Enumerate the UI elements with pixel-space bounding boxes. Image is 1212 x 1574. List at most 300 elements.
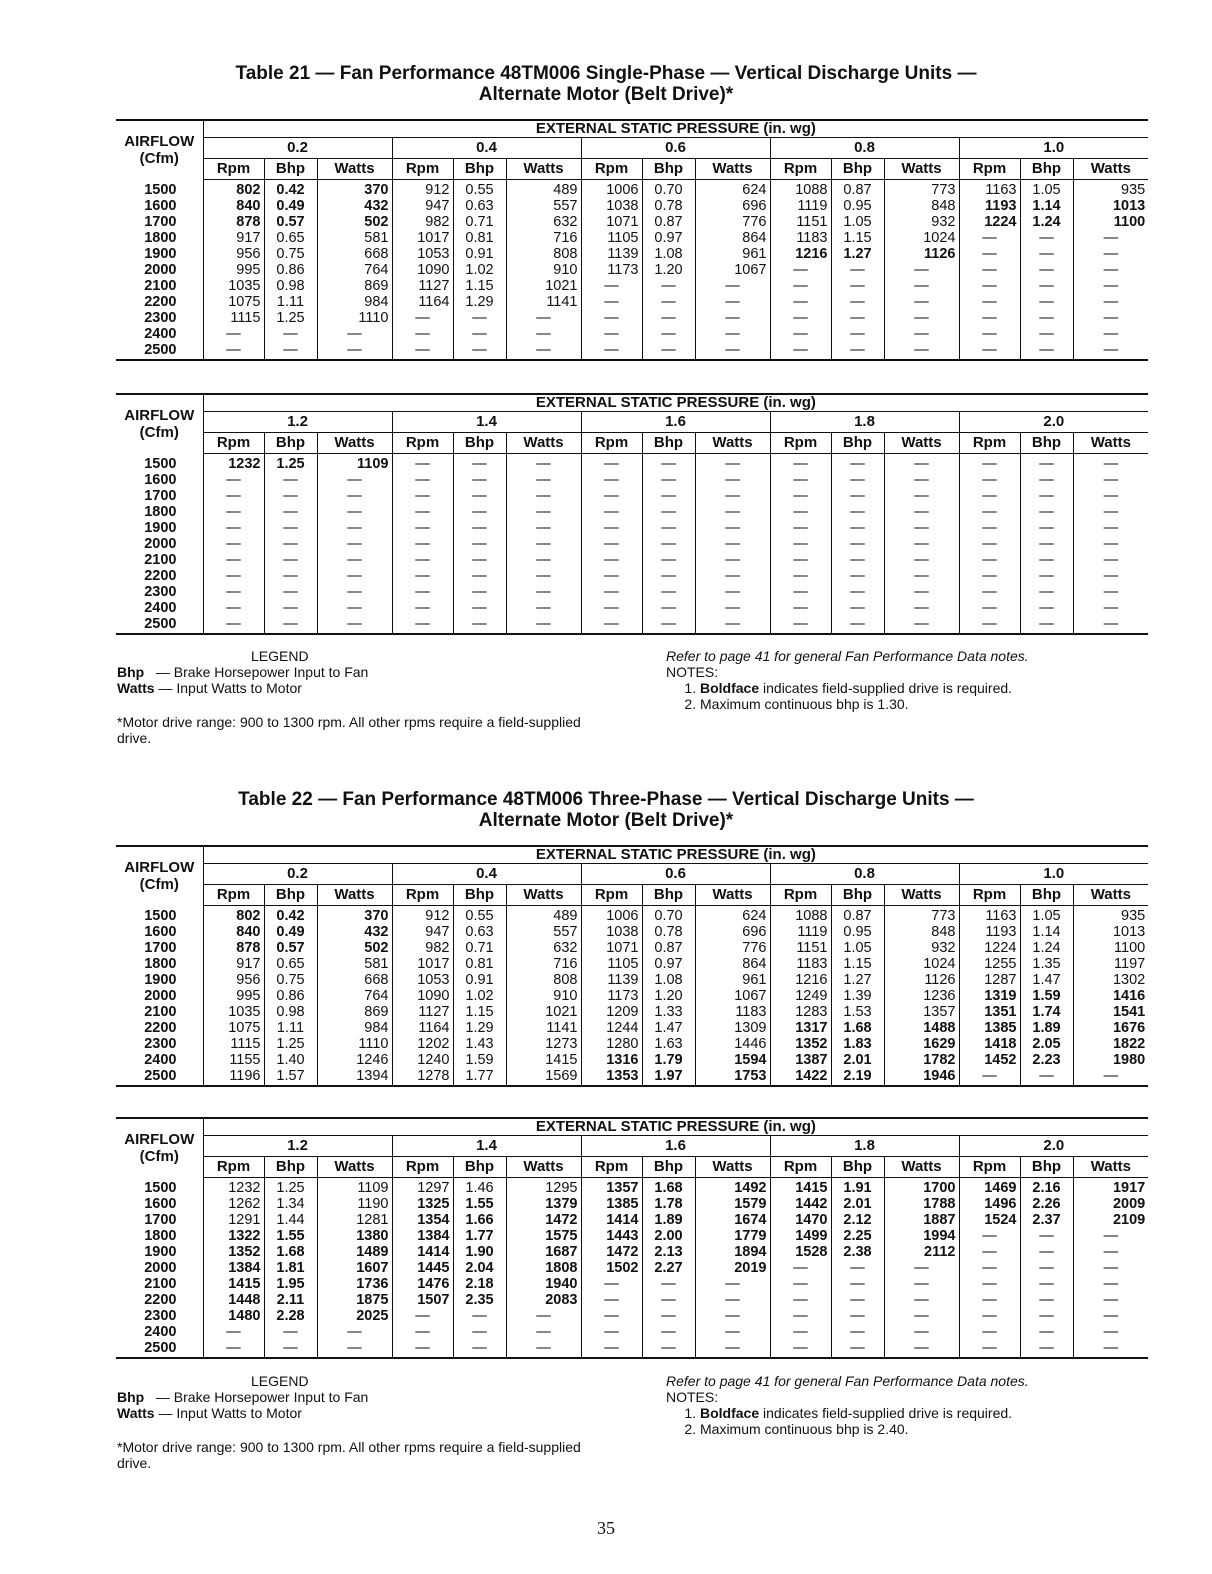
rpm-cell: 1088 xyxy=(770,906,831,925)
table-row xyxy=(116,278,1148,294)
table-row xyxy=(116,616,1148,634)
bhp-cell: 0.81 xyxy=(453,230,506,246)
watts-cell: — xyxy=(884,326,959,342)
rpm-cell: 1090 xyxy=(392,988,453,1004)
bhp-cell: 1.25 xyxy=(264,310,317,326)
watts-cell: 1295 xyxy=(506,1178,581,1197)
watts-cell: 961 xyxy=(695,246,770,262)
bhp-cell: 1.02 xyxy=(453,988,506,1004)
bhp-cell: — xyxy=(831,326,884,342)
rpm-cell: 1317 xyxy=(770,1020,831,1036)
watts-cell: — xyxy=(1073,1340,1148,1358)
watts-column-header: Watts xyxy=(317,159,392,180)
bhp-cell: 0.57 xyxy=(264,214,317,230)
pressure-header: 0.8 xyxy=(770,138,959,159)
rpm-cell: — xyxy=(392,600,453,616)
bhp-cell: — xyxy=(1020,536,1073,552)
rpm-cell: — xyxy=(770,262,831,278)
watts-cell: — xyxy=(317,552,392,568)
rpm-cell: — xyxy=(203,600,264,616)
legend-item: Watts — Input Watts to Motor xyxy=(117,1405,302,1421)
rpm-cell: — xyxy=(203,616,264,634)
bhp-cell: — xyxy=(831,584,884,600)
rpm-cell: — xyxy=(581,294,642,310)
airflow-cell: 1800 xyxy=(144,956,177,972)
bhp-cell: 0.86 xyxy=(264,262,317,278)
rpm-cell: — xyxy=(770,520,831,536)
rpm-cell: 1193 xyxy=(959,198,1020,214)
legend-title: LEGEND xyxy=(251,1373,309,1389)
bhp-cell: — xyxy=(453,488,506,504)
rpm-cell: 1255 xyxy=(959,956,1020,972)
rpm-cell: 1443 xyxy=(581,1228,642,1244)
rpm-cell: — xyxy=(770,536,831,552)
watts-cell: 716 xyxy=(506,956,581,972)
watts-cell: — xyxy=(884,278,959,294)
watts-column-header: Watts xyxy=(506,885,581,906)
watts-cell: 668 xyxy=(317,972,392,988)
watts-cell: 1302 xyxy=(1073,972,1148,988)
bhp-cell: 1.91 xyxy=(831,1178,884,1197)
rpm-cell: — xyxy=(959,1340,1020,1358)
bhp-cell: — xyxy=(264,488,317,504)
bhp-cell: 1.59 xyxy=(453,1052,506,1068)
bhp-cell: 0.71 xyxy=(453,214,506,230)
bhp-cell: 1.83 xyxy=(831,1036,884,1052)
watts-cell: — xyxy=(317,472,392,488)
rpm-cell: — xyxy=(581,1276,642,1292)
watts-cell: — xyxy=(506,472,581,488)
rpm-cell: 1325 xyxy=(392,1196,453,1212)
watts-cell: 696 xyxy=(695,198,770,214)
bhp-cell: — xyxy=(642,600,695,616)
watts-cell: 1067 xyxy=(695,262,770,278)
rpm-cell: — xyxy=(392,536,453,552)
rpm-cell: — xyxy=(770,600,831,616)
rpm-cell: 1496 xyxy=(959,1196,1020,1212)
bhp-cell: 2.19 xyxy=(831,1068,884,1086)
rpm-cell: — xyxy=(581,1292,642,1308)
rpm-cell: — xyxy=(203,488,264,504)
airflow-cell: 1500 xyxy=(144,181,177,198)
bhp-cell: — xyxy=(453,536,506,552)
rpm-cell: — xyxy=(959,520,1020,536)
bhp-cell: — xyxy=(1020,1292,1073,1308)
watts-cell: — xyxy=(506,536,581,552)
watts-cell: 1489 xyxy=(317,1244,392,1260)
bhp-column-header: Bhp xyxy=(264,885,317,906)
rpm-cell: — xyxy=(959,472,1020,488)
rpm-cell: — xyxy=(959,278,1020,294)
bhp-cell: 1.43 xyxy=(453,1036,506,1052)
pressure-header: 0.6 xyxy=(581,864,770,885)
rpm-column-header: Rpm xyxy=(581,433,642,454)
watts-cell: 1492 xyxy=(695,1178,770,1197)
table-row xyxy=(116,1212,1148,1228)
bhp-cell: 0.75 xyxy=(264,972,317,988)
bhp-cell: 1.59 xyxy=(1020,988,1073,1004)
watts-cell: — xyxy=(317,616,392,634)
table-row xyxy=(116,294,1148,310)
rpm-cell: 1528 xyxy=(770,1244,831,1260)
esp-header: EXTERNAL STATIC PRESSURE (in. wg) xyxy=(203,394,1148,412)
airflow-cell: 1900 xyxy=(144,972,177,988)
bhp-cell: 1.77 xyxy=(453,1068,506,1086)
airflow-header xyxy=(116,120,203,180)
table-row xyxy=(116,988,1148,1004)
watts-column-header: Watts xyxy=(884,433,959,454)
airflow-cell: 1900 xyxy=(144,520,177,536)
rpm-cell: 1090 xyxy=(392,262,453,278)
rpm-cell: — xyxy=(959,1308,1020,1324)
watts-cell: 1100 xyxy=(1073,214,1148,230)
rpm-cell: — xyxy=(392,488,453,504)
bhp-cell: — xyxy=(1020,310,1073,326)
watts-column-header: Watts xyxy=(884,1157,959,1178)
watts-cell: 869 xyxy=(317,1004,392,1020)
note-item: 2. Maximum continuous bhp is 2.40. xyxy=(700,1421,1029,1437)
rpm-cell: 956 xyxy=(203,972,264,988)
watts-cell: — xyxy=(884,536,959,552)
bhp-cell: 1.68 xyxy=(642,1178,695,1197)
bhp-cell: 1.79 xyxy=(642,1052,695,1068)
rpm-cell: 995 xyxy=(203,262,264,278)
bhp-column-header: Bhp xyxy=(1020,885,1073,906)
bhp-cell: 0.97 xyxy=(642,230,695,246)
rpm-cell: — xyxy=(959,326,1020,342)
watts-cell: 632 xyxy=(506,940,581,956)
rpm-cell: — xyxy=(770,1308,831,1324)
rpm-cell: 1385 xyxy=(959,1020,1020,1036)
watts-cell: — xyxy=(506,584,581,600)
bhp-cell: 1.78 xyxy=(642,1196,695,1212)
watts-cell: 1394 xyxy=(317,1068,392,1086)
bhp-cell: 0.91 xyxy=(453,246,506,262)
watts-cell: 1141 xyxy=(506,1020,581,1036)
rpm-cell: — xyxy=(770,1260,831,1276)
table-title-line2: Alternate Motor (Belt Drive)* xyxy=(478,84,734,105)
bhp-cell: 1.20 xyxy=(642,988,695,1004)
rpm-cell: — xyxy=(959,342,1020,360)
watts-cell: — xyxy=(884,616,959,634)
rpm-cell: 1151 xyxy=(770,214,831,230)
rpm-cell: — xyxy=(770,454,831,473)
rpm-cell: 878 xyxy=(203,214,264,230)
rpm-cell: 1280 xyxy=(581,1036,642,1052)
bhp-cell: — xyxy=(642,342,695,360)
bhp-cell: 2.13 xyxy=(642,1244,695,1260)
rpm-cell: — xyxy=(770,472,831,488)
table-row xyxy=(116,310,1148,326)
watts-cell: 2009 xyxy=(1073,1196,1148,1212)
bhp-cell: 1.39 xyxy=(831,988,884,1004)
table-row xyxy=(116,488,1148,504)
bhp-column-header: Bhp xyxy=(831,885,884,906)
bhp-cell: 1.24 xyxy=(1020,214,1073,230)
bhp-cell: 1.11 xyxy=(264,1020,317,1036)
watts-cell: — xyxy=(1073,1068,1148,1086)
watts-cell: 848 xyxy=(884,924,959,940)
rpm-cell: 1163 xyxy=(959,906,1020,925)
bhp-cell: 1.40 xyxy=(264,1052,317,1068)
airflow-cell: 1800 xyxy=(144,504,177,520)
bhp-cell: — xyxy=(1020,600,1073,616)
watts-cell: — xyxy=(1073,520,1148,536)
bhp-cell: 1.57 xyxy=(264,1068,317,1086)
bhp-cell: — xyxy=(453,568,506,584)
bhp-cell: 1.90 xyxy=(453,1244,506,1260)
watts-cell: 581 xyxy=(317,956,392,972)
table-row xyxy=(116,1052,1148,1068)
bhp-cell: 0.95 xyxy=(831,198,884,214)
legend xyxy=(117,1373,368,1421)
table-row xyxy=(116,924,1148,940)
watts-cell: 502 xyxy=(317,214,392,230)
watts-cell: — xyxy=(695,552,770,568)
watts-cell: — xyxy=(695,1292,770,1308)
bhp-cell: — xyxy=(1020,294,1073,310)
table-22-block-1 xyxy=(116,845,1148,1087)
airflow-cell: 2400 xyxy=(144,1052,177,1068)
watts-cell: 1980 xyxy=(1073,1052,1148,1068)
airflow-cell: 2000 xyxy=(144,262,177,278)
bhp-cell: — xyxy=(1020,568,1073,584)
bhp-cell: 0.63 xyxy=(453,924,506,940)
rpm-cell: 840 xyxy=(203,198,264,214)
airflow-cell: 1700 xyxy=(144,488,177,504)
bhp-cell: — xyxy=(831,616,884,634)
table-row xyxy=(116,262,1148,278)
legend-title: LEGEND xyxy=(251,648,309,664)
rpm-cell: 1418 xyxy=(959,1036,1020,1052)
pressure-header: 1.0 xyxy=(959,864,1148,885)
table-row xyxy=(116,1260,1148,1276)
watts-cell: — xyxy=(1073,1228,1148,1244)
watts-cell: 1190 xyxy=(317,1196,392,1212)
bhp-cell: — xyxy=(453,520,506,536)
watts-cell: — xyxy=(884,1260,959,1276)
rpm-cell: 912 xyxy=(392,180,453,199)
bhp-cell: 1.20 xyxy=(642,262,695,278)
bhp-cell: — xyxy=(1020,1228,1073,1244)
watts-cell: 1013 xyxy=(1073,924,1148,940)
watts-cell: — xyxy=(1073,310,1148,326)
rpm-cell: 1163 xyxy=(959,180,1020,199)
rpm-cell: 917 xyxy=(203,230,264,246)
watts-cell: — xyxy=(1073,262,1148,278)
rpm-cell: 1232 xyxy=(203,1178,264,1197)
bhp-cell: — xyxy=(264,1324,317,1340)
rpm-cell: 995 xyxy=(203,988,264,1004)
bhp-cell: — xyxy=(264,536,317,552)
rpm-cell: 1115 xyxy=(203,310,264,326)
bhp-cell: — xyxy=(1020,262,1073,278)
airflow-unit: (Cfm) xyxy=(139,876,179,894)
rpm-cell: 1472 xyxy=(581,1244,642,1260)
bhp-cell: — xyxy=(453,1308,506,1324)
rpm-cell: — xyxy=(770,1324,831,1340)
bhp-cell: 0.55 xyxy=(453,906,506,925)
rpm-cell: — xyxy=(581,520,642,536)
airflow-cell: 2400 xyxy=(144,600,177,616)
airflow-cell: 2100 xyxy=(144,1004,177,1020)
watts-cell: 370 xyxy=(317,906,392,925)
watts-cell: 1875 xyxy=(317,1292,392,1308)
watts-cell: — xyxy=(695,616,770,634)
watts-cell: — xyxy=(317,504,392,520)
airflow-cell: 2200 xyxy=(144,1020,177,1036)
watts-column-header: Watts xyxy=(317,433,392,454)
rpm-cell: 1127 xyxy=(392,278,453,294)
bhp-cell: 1.81 xyxy=(264,1260,317,1276)
bhp-cell: 2.12 xyxy=(831,1212,884,1228)
bhp-cell: — xyxy=(831,1308,884,1324)
bhp-cell: 1.66 xyxy=(453,1212,506,1228)
rpm-cell: — xyxy=(392,552,453,568)
bhp-cell: 0.87 xyxy=(642,940,695,956)
rpm-cell: — xyxy=(392,1308,453,1324)
rpm-cell: 1127 xyxy=(392,1004,453,1020)
bhp-cell: — xyxy=(264,1340,317,1358)
rpm-column-header: Rpm xyxy=(392,433,453,454)
pressure-header: 0.2 xyxy=(203,864,392,885)
watts-cell: 2025 xyxy=(317,1308,392,1324)
note-item: 1. Boldface indicates field-supplied drive is required. xyxy=(700,680,1029,696)
table-22-block-2 xyxy=(116,1117,1148,1359)
watts-cell: 1281 xyxy=(317,1212,392,1228)
watts-column-header: Watts xyxy=(695,1157,770,1178)
bhp-cell: — xyxy=(453,342,506,360)
legend-item: Watts — Input Watts to Motor xyxy=(117,680,302,696)
watts-cell: — xyxy=(695,326,770,342)
watts-cell: — xyxy=(317,1340,392,1358)
watts-cell: — xyxy=(884,342,959,360)
airflow-unit: (Cfm) xyxy=(139,1148,179,1166)
bhp-cell: — xyxy=(642,552,695,568)
watts-cell: 808 xyxy=(506,246,581,262)
watts-cell: — xyxy=(884,1324,959,1340)
watts-column-header: Watts xyxy=(317,1157,392,1178)
rpm-cell: — xyxy=(392,310,453,326)
watts-cell: 1126 xyxy=(884,246,959,262)
table-row xyxy=(116,1196,1148,1212)
rpm-cell: — xyxy=(203,472,264,488)
rpm-cell: 1291 xyxy=(203,1212,264,1228)
rpm-cell: — xyxy=(392,1324,453,1340)
bhp-cell: — xyxy=(1020,454,1073,473)
rpm-cell: — xyxy=(581,278,642,294)
watts-cell: — xyxy=(1073,1292,1148,1308)
airflow-cell: 1500 xyxy=(144,455,177,472)
bhp-cell: 1.05 xyxy=(1020,180,1073,199)
rpm-cell: — xyxy=(392,342,453,360)
bhp-cell: — xyxy=(264,472,317,488)
pressure-header: 0.4 xyxy=(392,864,581,885)
esp-header: EXTERNAL STATIC PRESSURE (in. wg) xyxy=(203,846,1148,864)
airflow-cell: 2200 xyxy=(144,294,177,310)
watts-cell: — xyxy=(695,454,770,473)
rpm-cell: — xyxy=(203,1324,264,1340)
watts-cell: — xyxy=(884,504,959,520)
pressure-header: 1.8 xyxy=(770,1136,959,1157)
watts-cell: 961 xyxy=(695,972,770,988)
watts-column-header: Watts xyxy=(1073,885,1148,906)
bhp-cell: — xyxy=(831,1276,884,1292)
watts-cell: 1183 xyxy=(695,1004,770,1020)
rpm-cell: 1387 xyxy=(770,1052,831,1068)
rpm-cell: — xyxy=(581,342,642,360)
table-row xyxy=(116,1244,1148,1260)
watts-cell: 1446 xyxy=(695,1036,770,1052)
pressure-header: 1.6 xyxy=(581,1136,770,1157)
watts-cell: 773 xyxy=(884,180,959,199)
rpm-cell: — xyxy=(581,584,642,600)
watts-cell: — xyxy=(506,326,581,342)
watts-column-header: Watts xyxy=(1073,159,1148,180)
rpm-cell: 1499 xyxy=(770,1228,831,1244)
bhp-cell: 0.70 xyxy=(642,906,695,925)
watts-cell: — xyxy=(884,552,959,568)
rpm-column-header: Rpm xyxy=(581,159,642,180)
bhp-cell: 1.47 xyxy=(1020,972,1073,988)
watts-cell: 1782 xyxy=(884,1052,959,1068)
watts-cell: 1067 xyxy=(695,988,770,1004)
rpm-cell: — xyxy=(203,568,264,584)
bhp-cell: — xyxy=(264,326,317,342)
watts-cell: 932 xyxy=(884,214,959,230)
table-row xyxy=(116,1340,1148,1358)
table-title-line2: Alternate Motor (Belt Drive)* xyxy=(478,810,734,831)
rpm-cell: 947 xyxy=(392,198,453,214)
bhp-cell: — xyxy=(642,1276,695,1292)
watts-cell: 1822 xyxy=(1073,1036,1148,1052)
watts-cell: 1753 xyxy=(695,1068,770,1086)
rpm-cell: — xyxy=(203,342,264,360)
watts-cell: 1013 xyxy=(1073,198,1148,214)
airflow-unit: (Cfm) xyxy=(139,150,179,168)
bhp-column-header: Bhp xyxy=(642,885,695,906)
bhp-cell: — xyxy=(831,600,884,616)
bhp-cell: — xyxy=(642,472,695,488)
rpm-cell: — xyxy=(959,536,1020,552)
rpm-cell: — xyxy=(959,1276,1020,1292)
airflow-label: AIRFLOW xyxy=(124,133,195,151)
rpm-cell: 878 xyxy=(203,940,264,956)
bhp-cell: 1.29 xyxy=(453,1020,506,1036)
rpm-cell: — xyxy=(581,616,642,634)
rpm-cell: — xyxy=(959,1324,1020,1340)
rpm-cell: 1115 xyxy=(203,1036,264,1052)
table-21-block-1 xyxy=(116,119,1148,361)
watts-cell: — xyxy=(884,488,959,504)
rpm-cell: 1469 xyxy=(959,1178,1020,1197)
bhp-cell: 0.57 xyxy=(264,940,317,956)
pressure-header: 1.2 xyxy=(203,412,392,433)
watts-cell: — xyxy=(1073,472,1148,488)
bhp-cell: 1.25 xyxy=(264,1036,317,1052)
bhp-cell: — xyxy=(1020,1276,1073,1292)
rpm-cell: 1035 xyxy=(203,278,264,294)
bhp-cell: 2.01 xyxy=(831,1052,884,1068)
watts-cell: — xyxy=(1073,488,1148,504)
pressure-header: 1.6 xyxy=(581,412,770,433)
watts-cell: 1379 xyxy=(506,1196,581,1212)
watts-cell: — xyxy=(884,310,959,326)
bhp-cell: 1.68 xyxy=(831,1020,884,1036)
bhp-cell: 1.15 xyxy=(831,956,884,972)
table-row xyxy=(116,454,1148,473)
bhp-cell: — xyxy=(1020,1260,1073,1276)
